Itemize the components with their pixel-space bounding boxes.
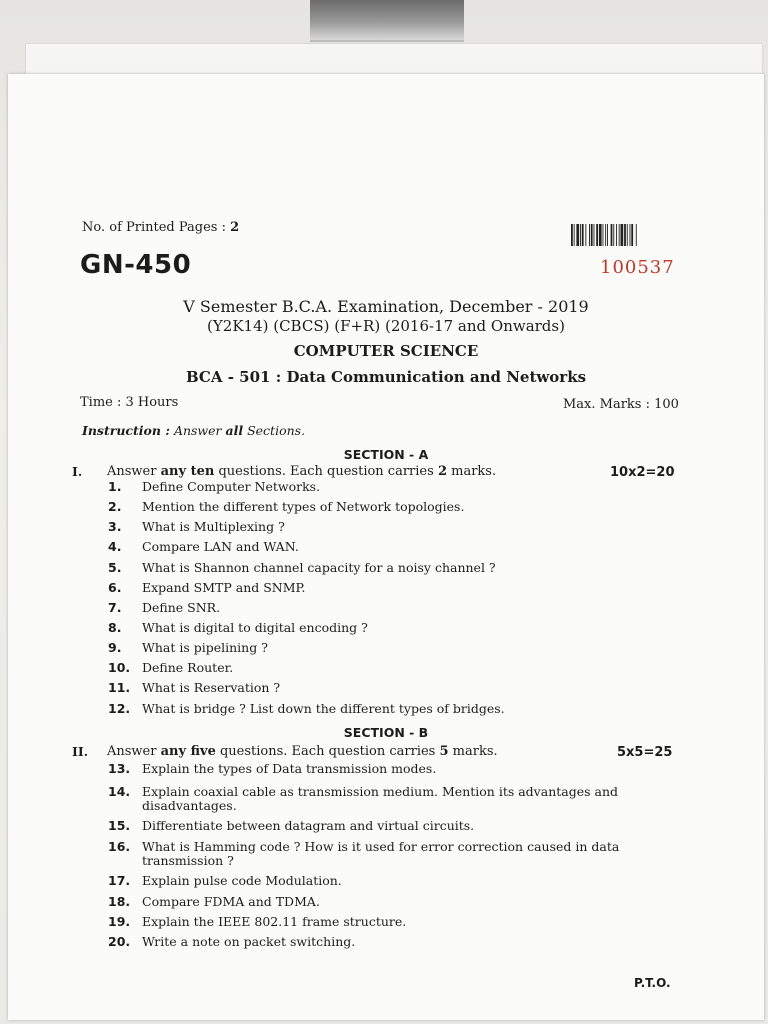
question-text: Expand SMTP and SNMP. bbox=[142, 580, 306, 595]
question-text: What is Reservation ? bbox=[142, 680, 281, 695]
printed-pages-label: No. of Printed Pages : bbox=[82, 220, 226, 235]
question-item bbox=[108, 935, 648, 965]
question-text: What is Shannon channel capacity for a noisy channel ? bbox=[142, 560, 496, 575]
question-number: 15. bbox=[108, 818, 131, 833]
question-text: Write a note on packet switching. bbox=[142, 934, 356, 949]
exam-time: Time : 3 Hours bbox=[80, 395, 179, 410]
section-a-roman: I. bbox=[72, 464, 83, 479]
question-text: Compare LAN and WAN. bbox=[142, 539, 299, 554]
paper-code: GN-450 bbox=[80, 250, 192, 280]
max-marks: Max. Marks : 100 bbox=[563, 397, 679, 412]
question-number: 12. bbox=[108, 701, 131, 716]
section-b-roman: II. bbox=[72, 744, 89, 759]
question-number: 9. bbox=[108, 640, 122, 655]
question-item bbox=[108, 840, 648, 870]
section-b-title: SECTION - B bbox=[343, 725, 429, 740]
course-title: BCA - 501 : Data Communication and Networks bbox=[185, 368, 587, 386]
question-text: Explain the types of Data transmission modes. bbox=[142, 761, 437, 776]
instruction-bold: all bbox=[225, 423, 244, 438]
question-number: 7. bbox=[108, 600, 122, 615]
question-number: 11. bbox=[108, 680, 131, 695]
instruction bbox=[82, 423, 305, 438]
question-number: 18. bbox=[108, 894, 131, 909]
exam-title: V Semester B.C.A. Examination, December - 2019 bbox=[183, 297, 589, 316]
printed-pages-line bbox=[82, 220, 239, 235]
section-a-directive-post: marks. bbox=[451, 464, 497, 479]
question-text: Explain pulse code Modulation. bbox=[142, 873, 342, 888]
question-text: Explain the IEEE 802.11 frame structure. bbox=[142, 914, 407, 929]
question-text: Define Computer Networks. bbox=[142, 479, 321, 494]
question-number: 17. bbox=[108, 873, 131, 888]
question-text: Define Router. bbox=[142, 660, 234, 675]
section-b-directive-mid: questions. Each question carries bbox=[219, 744, 436, 759]
question-number: 3. bbox=[108, 519, 122, 534]
section-a-directive bbox=[107, 464, 496, 479]
question-text: Compare FDMA and TDMA. bbox=[142, 894, 320, 909]
barcode-icon bbox=[571, 224, 683, 246]
question-number: 2. bbox=[108, 499, 122, 514]
instruction-post: Sections. bbox=[247, 423, 306, 438]
question-number: 6. bbox=[108, 580, 122, 595]
question-number: 13. bbox=[108, 761, 131, 776]
section-a-directive-marks: 2 bbox=[437, 464, 447, 479]
section-a-title: SECTION - A bbox=[343, 447, 429, 462]
exam-paper bbox=[8, 74, 764, 1020]
question-text: What is digital to digital encoding ? bbox=[142, 620, 368, 635]
section-a-scheme: 10x2=20 bbox=[610, 465, 675, 480]
scanner-clip bbox=[310, 0, 464, 42]
question-number: 10. bbox=[108, 660, 131, 675]
question-number: 19. bbox=[108, 914, 131, 929]
section-a-directive-pre: Answer bbox=[107, 464, 157, 479]
exam-scheme: (Y2K14) (CBCS) (F+R) (2016-17 and Onwards) bbox=[207, 317, 565, 335]
question-text: Explain coaxial cable as transmission medium. Mention its advantages and disadvantages. bbox=[142, 784, 619, 813]
question-text: Mention the different types of Network topologies. bbox=[142, 499, 465, 514]
section-b-directive-bold: any five bbox=[160, 744, 216, 759]
instruction-label: Instruction : bbox=[82, 423, 170, 438]
question-number: 20. bbox=[108, 934, 131, 949]
section-b-directive-marks: 5 bbox=[439, 744, 449, 759]
question-number: 4. bbox=[108, 539, 122, 554]
section-b-directive bbox=[107, 744, 498, 759]
serial-number: 100537 bbox=[600, 257, 675, 278]
question-text: What is Hamming code ? How is it used for error correction caused in data transmission ? bbox=[142, 839, 620, 868]
question-number: 14. bbox=[108, 784, 131, 799]
section-b-directive-pre: Answer bbox=[107, 744, 157, 759]
question-number: 1. bbox=[108, 479, 122, 494]
instruction-pre: Answer bbox=[173, 423, 222, 438]
question-number: 8. bbox=[108, 620, 122, 635]
question-text: What is pipelining ? bbox=[142, 640, 268, 655]
question-text: Define SNR. bbox=[142, 600, 221, 615]
section-a-directive-bold: any ten bbox=[160, 464, 215, 479]
question-text: What is bridge ? List down the different types of bridges. bbox=[142, 701, 505, 716]
question-number: 5. bbox=[108, 560, 122, 575]
section-b-directive-post: marks. bbox=[452, 744, 498, 759]
question-text: Differentiate between datagram and virtual circuits. bbox=[142, 818, 475, 833]
question-text: What is Multiplexing ? bbox=[142, 519, 285, 534]
page-turn-over: P.T.O. bbox=[634, 976, 671, 990]
question-item bbox=[108, 785, 648, 815]
section-b-scheme: 5x5=25 bbox=[617, 745, 673, 760]
question-number: 16. bbox=[108, 839, 131, 854]
section-a-directive-mid: questions. Each question carries bbox=[218, 464, 434, 479]
printed-pages-value: 2 bbox=[230, 220, 240, 235]
subject-title: COMPUTER SCIENCE bbox=[293, 342, 479, 360]
